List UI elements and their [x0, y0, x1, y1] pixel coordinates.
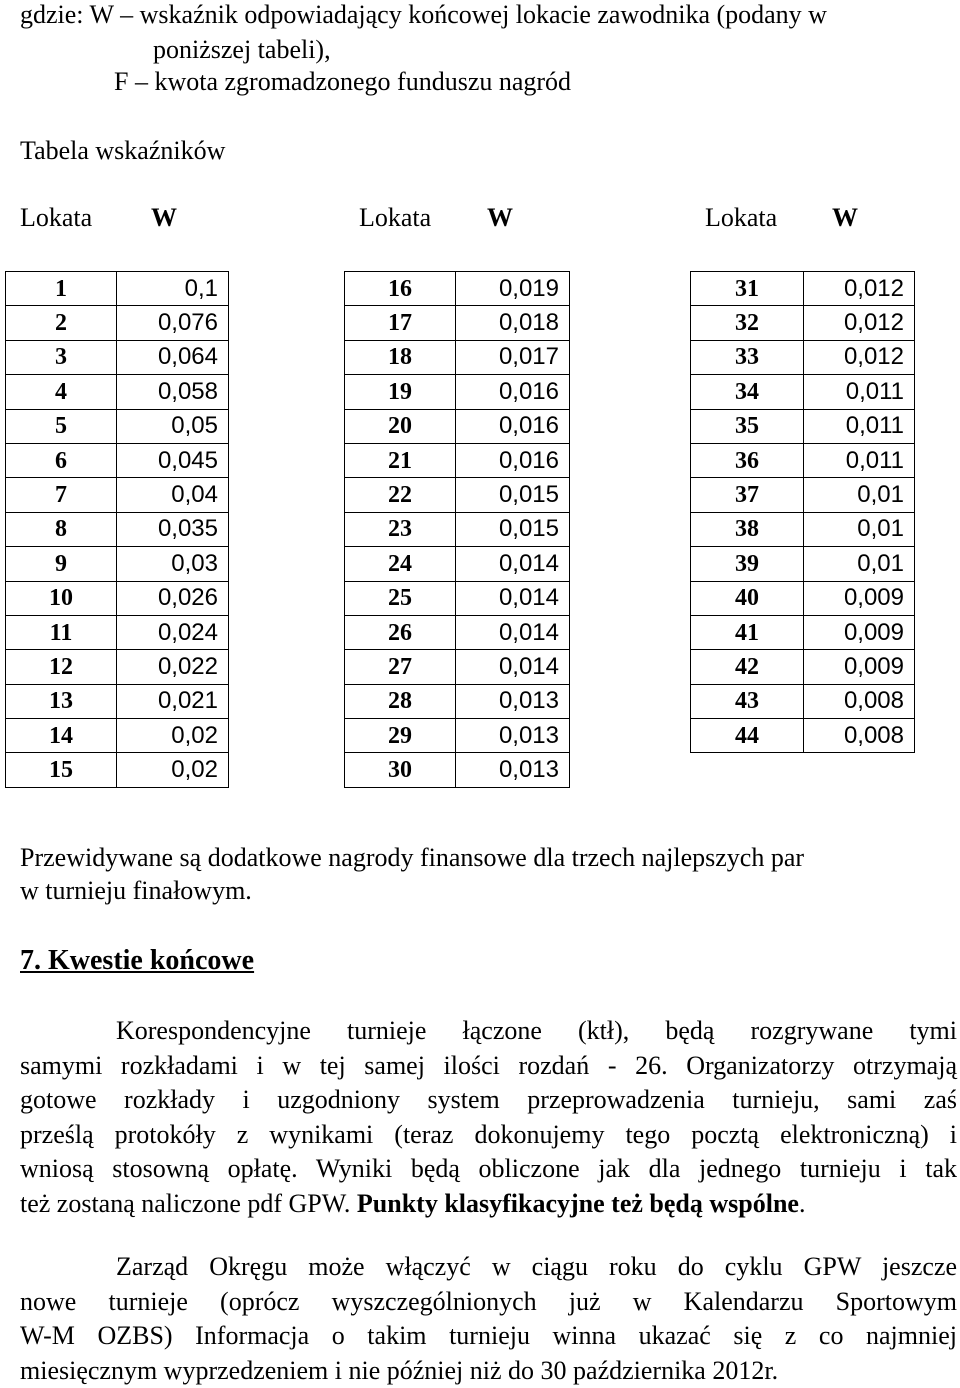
- lokata-cell: 42: [691, 650, 804, 684]
- lokata-cell: 14: [6, 719, 117, 753]
- w-cell: 0,016: [456, 443, 570, 477]
- w-cell: 0,017: [456, 340, 570, 374]
- table-row: [345, 615, 570, 649]
- table-row: [691, 547, 915, 581]
- table-row: [691, 340, 915, 374]
- w-cell: 0,019: [456, 272, 570, 306]
- w-cell: 0,013: [456, 684, 570, 718]
- col-header-lokata-1: Lokata: [20, 203, 92, 233]
- w-cell: 0,076: [117, 306, 229, 340]
- lokata-cell: 25: [345, 581, 456, 615]
- lokata-cell: 2: [6, 306, 117, 340]
- table-row: [691, 443, 915, 477]
- lokata-cell: 12: [6, 650, 117, 684]
- w-cell: 0,012: [804, 306, 915, 340]
- w-cell: 0,018: [456, 306, 570, 340]
- extra-prizes-line-1: Przewidywane są dodatkowe nagrody finansowe dla trzech najlepszych par: [20, 843, 804, 873]
- paragraph-2: [20, 1250, 957, 1388]
- table-row: [6, 615, 229, 649]
- w-cell: 0,016: [456, 409, 570, 443]
- table-row: [691, 409, 915, 443]
- w-cell: 0,008: [804, 684, 915, 718]
- table-row: [345, 512, 570, 546]
- table-row: [6, 409, 229, 443]
- w-cell: 0,008: [804, 719, 915, 753]
- lokata-cell: 21: [345, 443, 456, 477]
- w-cell: 0,013: [456, 719, 570, 753]
- lokata-cell: 38: [691, 512, 804, 546]
- col-header-lokata-3: Lokata: [705, 203, 777, 233]
- p1-line-2: samymi rozkładami i w tej samej ilości rozdań - 26. Organizatorzy otrzymają: [20, 1049, 957, 1084]
- lokata-cell: 3: [6, 340, 117, 374]
- w-cell: 0,014: [456, 650, 570, 684]
- p1-line-5: wniosą stosowną opłatę. Wyniki będą obliczone jak dla jednego turnieju i tak: [20, 1152, 957, 1187]
- w-cell: 0,01: [804, 512, 915, 546]
- paragraph-1: [20, 1014, 957, 1221]
- lokata-cell: 4: [6, 375, 117, 409]
- table-row: [345, 375, 570, 409]
- col-header-w-2: W: [487, 203, 513, 233]
- lokata-cell: 22: [345, 478, 456, 512]
- p2-line-4: miesięcznym wyprzedzeniem i nie później niż do 30 października 2012r.: [20, 1354, 957, 1388]
- w-cell: 0,016: [456, 375, 570, 409]
- lokata-cell: 11: [6, 615, 117, 649]
- lokata-cell: 13: [6, 684, 117, 718]
- lokata-cell: 41: [691, 615, 804, 649]
- intro-line-2: poniższej tabeli),: [153, 35, 331, 65]
- w-cell: 0,009: [804, 615, 915, 649]
- table-row: [691, 512, 915, 546]
- w-cell: 0,02: [117, 753, 229, 787]
- w-cell: 0,1: [117, 272, 229, 306]
- lokata-cell: 5: [6, 409, 117, 443]
- lokata-cell: 16: [345, 272, 456, 306]
- lokata-cell: 44: [691, 719, 804, 753]
- lokata-cell: 7: [6, 478, 117, 512]
- w-cell: 0,01: [804, 478, 915, 512]
- lokata-cell: 24: [345, 547, 456, 581]
- table-row: [6, 719, 229, 753]
- table-row: [691, 615, 915, 649]
- lokata-cell: 26: [345, 615, 456, 649]
- extra-prizes-line-2: w turnieju finałowym.: [20, 876, 252, 906]
- intro-line-3: F – kwota zgromadzonego funduszu nagród: [114, 67, 571, 97]
- p2-line-1: Zarząd Okręgu może włączyć w ciągu roku do cyklu GPW jeszcze: [116, 1252, 957, 1281]
- lokata-cell: 39: [691, 547, 804, 581]
- lokata-cell: 6: [6, 443, 117, 477]
- p1-line-6-start: też zostaną naliczone pdf GPW.: [20, 1189, 350, 1218]
- p2-line-2: nowe turnieje (oprócz wyszczególnionych już w Kalendarzu Sportowym: [20, 1285, 957, 1320]
- table-row: [6, 272, 229, 306]
- table-row: [691, 581, 915, 615]
- w-cell: 0,015: [456, 512, 570, 546]
- w-cell: 0,026: [117, 581, 229, 615]
- table-row: [6, 581, 229, 615]
- table-row: [345, 478, 570, 512]
- table-row: [345, 340, 570, 374]
- table-row: [6, 306, 229, 340]
- lokata-cell: 20: [345, 409, 456, 443]
- lokata-cell: 32: [691, 306, 804, 340]
- w-cell: 0,01: [804, 547, 915, 581]
- w-cell: 0,03: [117, 547, 229, 581]
- p1-line-3: gotowe rozkłady i uzgodniony system przeprowadzenia turnieju, sami zaś: [20, 1083, 957, 1118]
- w-cell: 0,058: [117, 375, 229, 409]
- w-cell: 0,009: [804, 650, 915, 684]
- w-cell: 0,012: [804, 340, 915, 374]
- w-cell: 0,022: [117, 650, 229, 684]
- col-header-w-3: W: [832, 203, 858, 233]
- table-row: [6, 478, 229, 512]
- indicator-table-3: [690, 271, 915, 753]
- p1-line-6-bold: Punkty klasyfikacyjne też będą wspólne: [357, 1189, 799, 1218]
- lokata-cell: 30: [345, 753, 456, 787]
- table-row: [6, 650, 229, 684]
- w-cell: 0,011: [804, 409, 915, 443]
- intro-line-1: gdzie: W – wskaźnik odpowiadający końcowej lokacie zawodnika (podany w: [20, 0, 827, 30]
- table-row: [345, 719, 570, 753]
- w-cell: 0,012: [804, 272, 915, 306]
- table-row: [345, 306, 570, 340]
- table-row: [345, 753, 570, 787]
- table-row: [345, 547, 570, 581]
- table-row: [6, 547, 229, 581]
- table-title: Tabela wskaźników: [20, 136, 225, 166]
- col-header-lokata-2: Lokata: [359, 203, 431, 233]
- table-row: [6, 512, 229, 546]
- lokata-cell: 27: [345, 650, 456, 684]
- table-row: [691, 272, 915, 306]
- lokata-cell: 37: [691, 478, 804, 512]
- table-row: [345, 272, 570, 306]
- w-cell: 0,045: [117, 443, 229, 477]
- p2-line-3: W-M OZBS) Informacja o takim turnieju winna ukazać się z co najmniej: [20, 1319, 957, 1354]
- lokata-cell: 28: [345, 684, 456, 718]
- table-row: [6, 375, 229, 409]
- p1-line-6-end: .: [799, 1189, 806, 1218]
- lokata-cell: 10: [6, 581, 117, 615]
- table-row: [691, 719, 915, 753]
- lokata-cell: 19: [345, 375, 456, 409]
- lokata-cell: 9: [6, 547, 117, 581]
- w-cell: 0,014: [456, 615, 570, 649]
- table-row: [345, 409, 570, 443]
- w-cell: 0,009: [804, 581, 915, 615]
- lokata-cell: 31: [691, 272, 804, 306]
- lokata-cell: 15: [6, 753, 117, 787]
- table-row: [691, 478, 915, 512]
- lokata-cell: 23: [345, 512, 456, 546]
- lokata-cell: 43: [691, 684, 804, 718]
- w-cell: 0,04: [117, 478, 229, 512]
- section-heading: 7. Kwestie końcowe: [20, 944, 254, 978]
- table-row: [6, 753, 229, 787]
- indicator-table-2: [344, 271, 570, 788]
- w-cell: 0,011: [804, 443, 915, 477]
- table-row: [691, 306, 915, 340]
- lokata-cell: 18: [345, 340, 456, 374]
- table-row: [6, 443, 229, 477]
- w-cell: 0,02: [117, 719, 229, 753]
- lokata-cell: 29: [345, 719, 456, 753]
- w-cell: 0,013: [456, 753, 570, 787]
- lokata-cell: 34: [691, 375, 804, 409]
- w-cell: 0,011: [804, 375, 915, 409]
- w-cell: 0,014: [456, 581, 570, 615]
- lokata-cell: 36: [691, 443, 804, 477]
- table-row: [691, 684, 915, 718]
- lokata-cell: 40: [691, 581, 804, 615]
- w-cell: 0,014: [456, 547, 570, 581]
- w-cell: 0,035: [117, 512, 229, 546]
- lokata-cell: 1: [6, 272, 117, 306]
- w-cell: 0,024: [117, 615, 229, 649]
- lokata-cell: 33: [691, 340, 804, 374]
- lokata-cell: 8: [6, 512, 117, 546]
- indicator-table-1: [5, 271, 229, 788]
- table-row: [6, 340, 229, 374]
- table-row: [345, 650, 570, 684]
- col-header-w-1: W: [151, 203, 177, 233]
- table-row: [345, 684, 570, 718]
- table-row: [691, 650, 915, 684]
- p1-line-1: Korespondencyjne turnieje łączone (ktł), będą rozgrywane tymi: [116, 1016, 957, 1045]
- lokata-cell: 35: [691, 409, 804, 443]
- p1-line-4: prześlą protokóły z wynikami (teraz dokonujemy tego pocztą elektroniczną) i: [20, 1118, 957, 1153]
- table-row: [691, 375, 915, 409]
- w-cell: 0,064: [117, 340, 229, 374]
- lokata-cell: 17: [345, 306, 456, 340]
- w-cell: 0,05: [117, 409, 229, 443]
- table-row: [345, 581, 570, 615]
- w-cell: 0,015: [456, 478, 570, 512]
- table-row: [6, 684, 229, 718]
- w-cell: 0,021: [117, 684, 229, 718]
- table-row: [345, 443, 570, 477]
